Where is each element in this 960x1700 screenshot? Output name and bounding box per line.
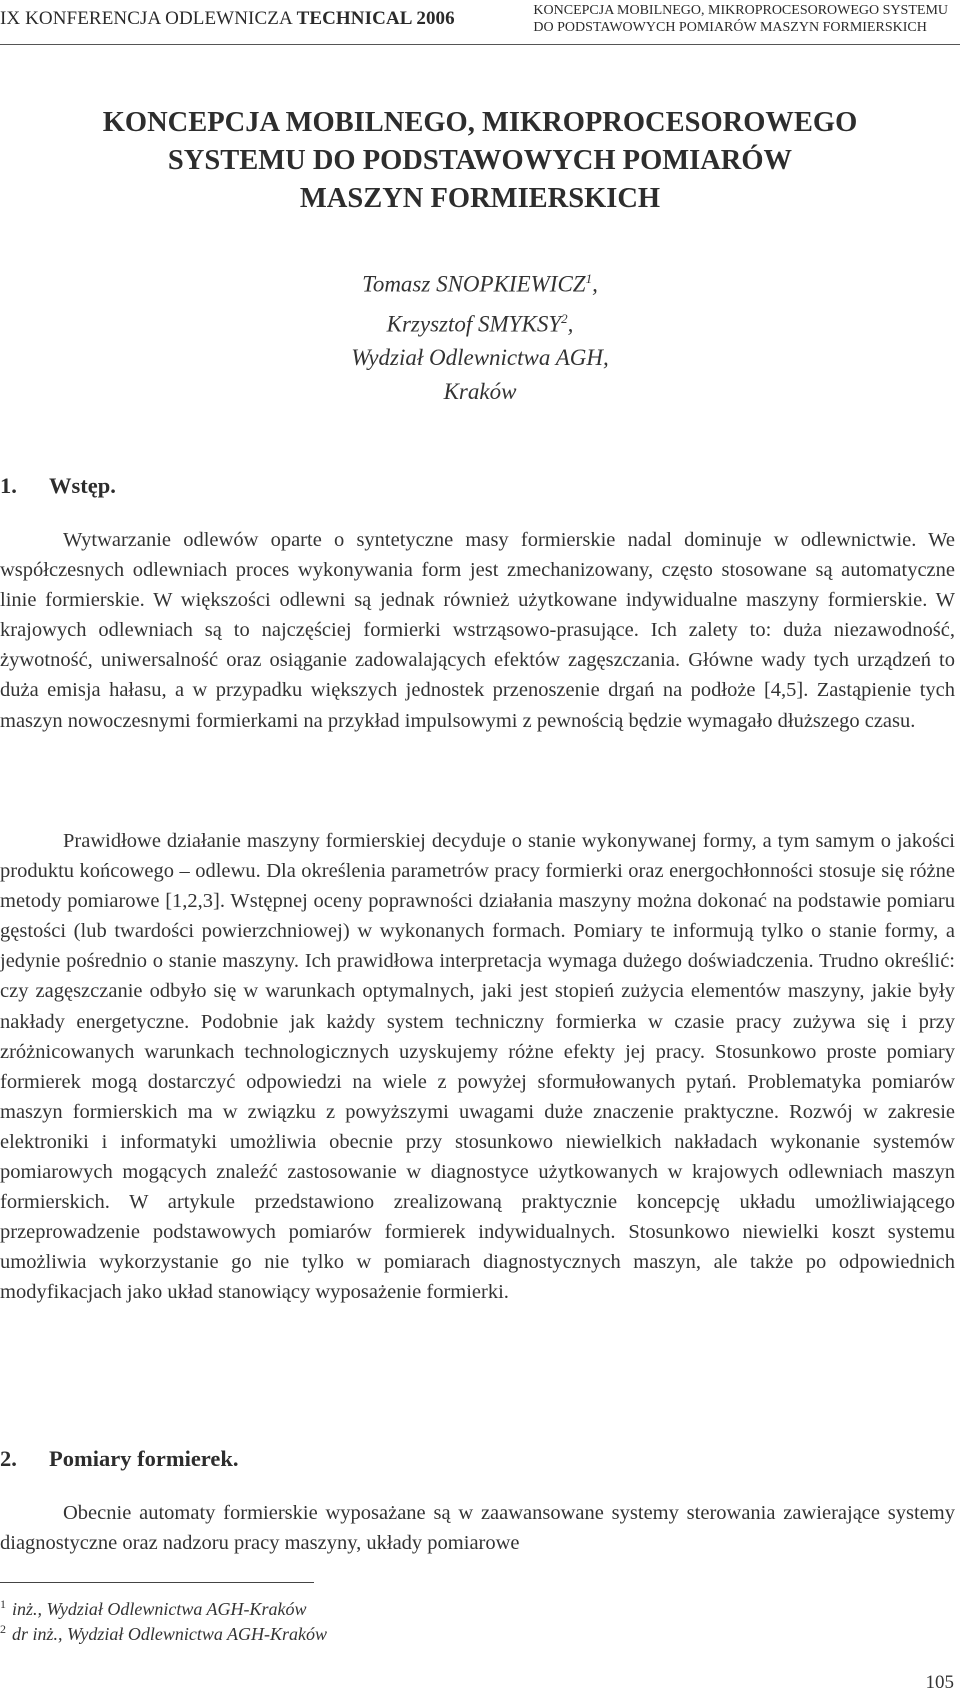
running-title — [533, 2, 948, 36]
author-1-name: Tomasz SNOPKIEWICZ — [362, 271, 586, 297]
section-2-number: 2. — [0, 1446, 17, 1471]
author-1-footnote-mark: 1 — [585, 271, 593, 286]
section-1-paragraph-2-text: Prawidłowe działanie maszyny formierskiej decyduje o stanie wykonywanej formy, a tym samym o jakości produktu końcowego – odlewu. Dla określenia parametrów pracy formierki oraz energochłonności stosuje się różne metody pomiarowe [1,2,3]. Wstępnej oceny poprawności działania maszyny można dokonać na podstawie pomiaru gęstości (lub twardości powierzchniowej) w wykonanych formach. Pomiary te informują tylko o stanie formy, a jedynie pośrednio o stanie maszyny. Ich prawidłowa interpretacja wymaga dużego doświadczenia. Trudno określić: czy zagęszczanie odbyło się w warunkach optymalnych, jaki jest stopień zużycia elementów maszyny, jakie były nakłady energetyczne. Podobnie jak każdy system techniczny formierka w czasie pracy zużywa się i przy zróżnicowanych warunkach technologicznych uzyskujemy różne efekty jej pracy. Stosunkowo proste pomiary formierek mogą dostarczyć odpowiedzi na wiele z powyżej sformułowanych pytań. Problematyka pomiarów maszyn formierskich ma w związku z powyższymi uwagami duże znaczenie praktyczne. Rozwój w zakresie elektroniki i informatyki umożliwia obecnie przy stosunkowo niewielkich nakładach wykonanie systemów pomiarowych mogących znaleźć zastosowanie w diagnostyce użytkowanych w krajowych odlewniach maszyn formierskich. W artykule przedstawiono zrealizowaną praktycznie koncepcję układu umożliwiającego przeprowadzenie podstawowych pomiarów formierek indywidualnych. Stosunkowo niewielki koszt systemu umożliwia wykorzystanie go nie tylko w pomiarach diagnostycznych maszyn, ale także po odpowiednich modyfikacjach jako układ stanowiący wyposażenie formierki. — [0, 830, 955, 1304]
section-1-paragraph-2 — [0, 826, 955, 1308]
running-title-line1: KONCEPCJA MOBILNEGO, MIKROPROCESOROWEGO SYSTEMU — [533, 3, 948, 18]
footnote-1-mark: 1 — [0, 1597, 6, 1611]
conference-name-bold: TECHNICAL 2006 — [296, 8, 455, 29]
footnote-1 — [0, 1597, 307, 1620]
author-city: Kraków — [443, 379, 517, 405]
paper-title-line2: SYSTEMU DO PODSTAWOWYCH POMIARÓW — [167, 145, 793, 176]
section-2-paragraph-1-text: Obecnie automaty formierskie wyposażane są w zaawansowane systemy sterowania zawierające systemy diagnostyczne oraz nadzoru pracy maszyny, układy pomiarowe — [0, 1502, 955, 1555]
author-block — [0, 262, 960, 409]
author-2 — [0, 302, 960, 342]
page-number: 105 — [925, 1672, 954, 1693]
conference-name — [0, 8, 455, 30]
conference-name-regular: IX KONFERENCJA ODLEWNICZA — [0, 8, 297, 29]
running-title-line2: DO PODSTAWOWYCH POMIARÓW MASZYN FORMIERSKICH — [533, 20, 927, 35]
author-1 — [0, 262, 960, 302]
paper-title-line1: KONCEPCJA MOBILNEGO, MIKROPROCESOROWEGO — [102, 107, 858, 138]
footnote-2-mark: 2 — [0, 1622, 6, 1636]
paper-title — [0, 104, 960, 218]
paper-title-line3: MASZYN FORMIERSKICH — [299, 183, 661, 214]
section-1-paragraph-1-text: Wytwarzanie odlewów oparte o syntetyczne masy formierskie nadal dominuje w odlewnictwie. We współczesnych odlewniach proces wykonywania form jest zmechanizowany, często stosowane są automatyczne linie formierskie. W większości odlewni są jednak również użytkowane indywidualne maszyny formierskie. W krajowych odlewniach są to najczęściej formierki wstrząsowo-prasujące. Ich zalety to: duża niezawodność, żywotność, uniwersalność oraz osiąganie zadowalających efektów zagęszczania. Główne wady tych urządzeń to duża emisja hałasu, a w przypadku większych jednostek przenoszenie drgań na podłoże [4,5]. Zastąpienie tych maszyn nowoczesnymi formierkami na przykład impulsowymi z pewnością będzie wymagało dłuższego czasu. — [0, 529, 955, 732]
section-1-number: 1. — [0, 473, 17, 498]
header-divider — [0, 44, 960, 45]
footnote-2-text: dr inż., Wydział Odlewnictwa AGH-Kraków — [12, 1624, 328, 1644]
section-1-heading — [0, 473, 116, 499]
author-2-footnote-mark: 2 — [561, 310, 568, 326]
section-2-heading — [0, 1446, 239, 1472]
author-2-name: Krzysztof SMYKSY — [386, 311, 562, 337]
section-1-title: Wstęp. — [49, 473, 116, 498]
running-header — [0, 2, 960, 44]
footnote-divider — [0, 1582, 314, 1583]
author-1-separator: , — [592, 271, 598, 297]
section-2-paragraph-1 — [0, 1498, 955, 1558]
section-2-title: Pomiary formierek. — [49, 1446, 239, 1471]
author-2-separator: , — [567, 311, 574, 337]
footnote-2 — [0, 1622, 327, 1645]
author-affiliation: Wydział Odlewnictwa AGH, — [351, 345, 609, 371]
section-1-paragraph-1 — [0, 525, 955, 736]
footnote-1-text: inż., Wydział Odlewnictwa AGH-Kraków — [12, 1599, 307, 1619]
